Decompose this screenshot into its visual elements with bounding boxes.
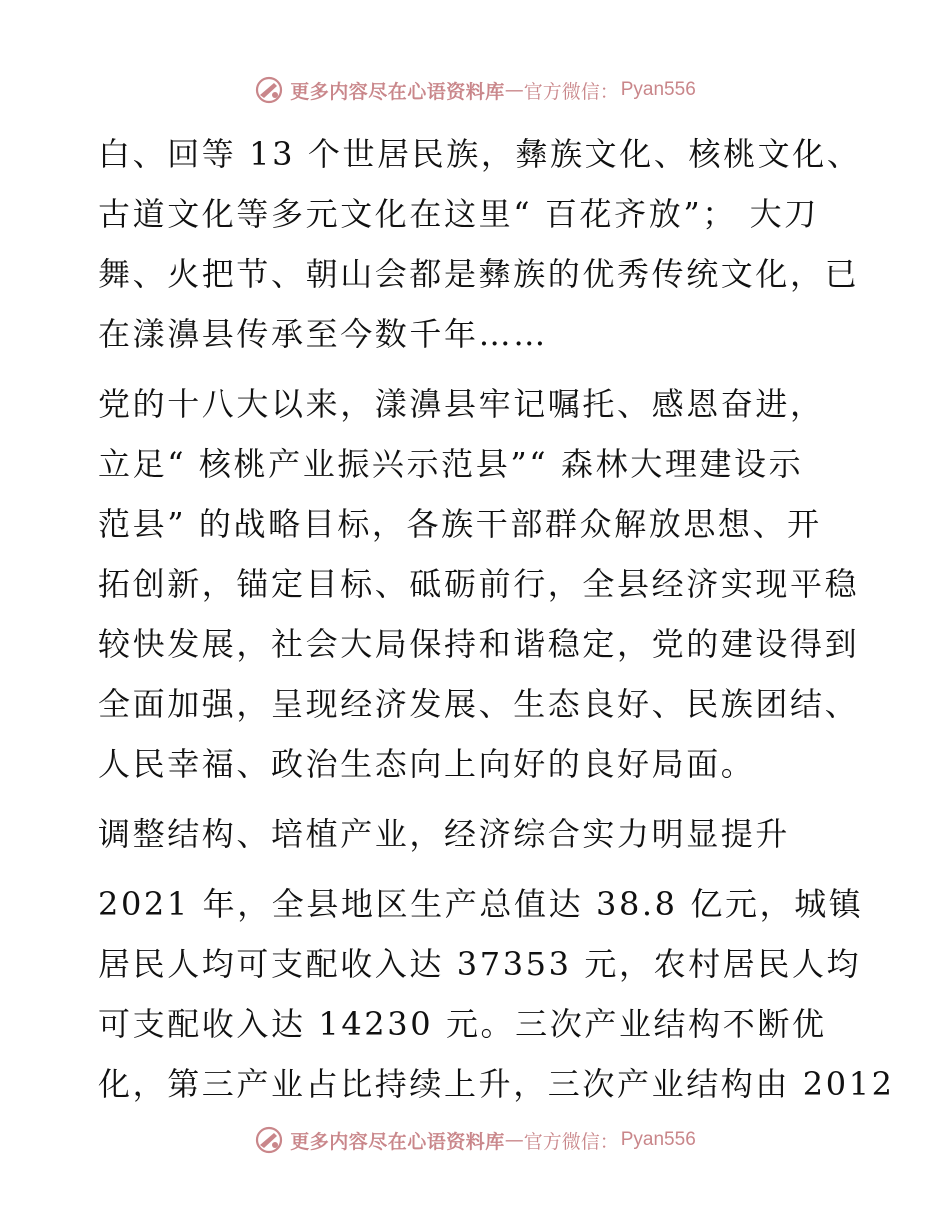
text-line: 立足“ 核桃产业振兴示范县”“ 森林大理建设示 [98,445,804,483]
pen-logo-icon [254,1125,284,1155]
text-line: 白、回等 13 个世居民族，彝族文化、核桃文化、 [98,135,862,173]
footer-banner [0,1120,950,1160]
text-line: 人民幸福、政治生态向上向好的良好局面。 [98,745,756,783]
wechat-label: 官方微信： [523,1130,619,1153]
wechat-label: 官方微信： [523,80,619,103]
banner-title: 更多内容尽在心语资料库 [290,80,505,103]
text-line: 范县” 的战略目标，各族干部群众解放思想、开 [98,505,822,543]
text-line: 2021 年，全县地区生产总值达 38.8 亿元，城镇 [98,885,864,923]
banner-dash: — [504,1129,524,1151]
text-line: 较快发展，社会大局保持和谐稳定，党的建设得到 [98,625,860,663]
text-line: 舞、火把节、朝山会都是彝族的优秀传统文化，已 [98,255,860,293]
header-banner [0,70,950,110]
heading-line: 调整结构、培植产业，经济综合实力明显提升 [98,815,791,853]
banner-dash: — [504,79,524,101]
text-line: 在漾濞县传承至今数千年…… [98,315,548,353]
paragraph [98,874,895,1114]
wechat-id: Pyan556 [620,79,696,100]
banner-title: 更多内容尽在心语资料库 [290,1130,505,1153]
text-line: 党的十八大以来，漾濞县牢记嘱托、感恩奋进， [98,385,825,423]
pen-logo-icon [254,75,284,105]
paragraph [98,124,862,364]
text-line: 拓创新，锚定目标、砥砺前行，全县经济实现平稳 [98,565,860,603]
paragraph [98,374,858,794]
text-line: 古道文化等多元文化在这里“ 百花齐放”； 大刀 [98,195,819,233]
text-line: 可支配收入达 14230 元。三次产业结构不断优 [98,1005,827,1043]
text-line: 化，第三产业占比持续上升，三次产业结构由 2012 [98,1065,895,1103]
wechat-id: Pyan556 [620,1129,696,1150]
document-body [98,124,895,1114]
section-heading [98,804,858,864]
text-line: 全面加强，呈现经济发展、生态良好、民族团结、 [98,685,860,723]
text-line: 居民人均可支配收入达 37353 元，农村居民人均 [98,945,862,983]
